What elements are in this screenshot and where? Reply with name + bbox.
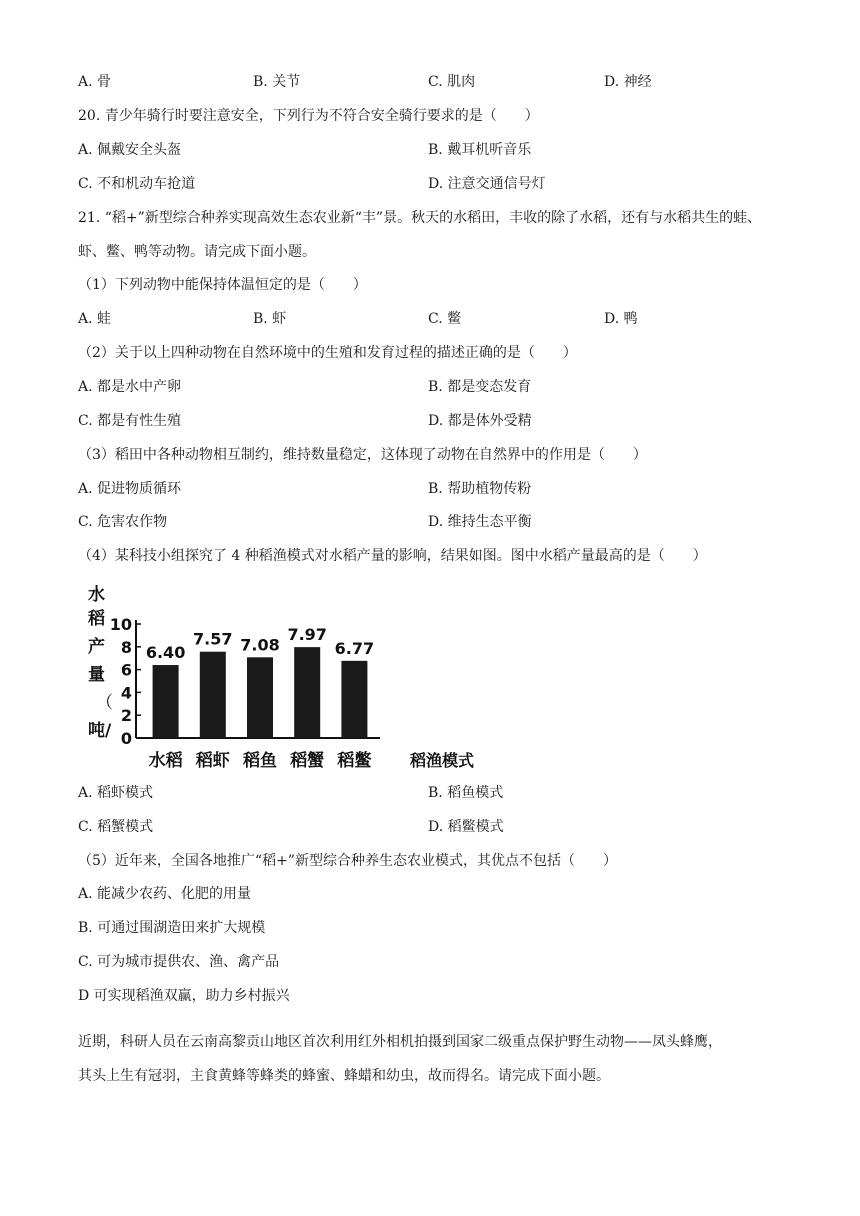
q21-4-stem: （4）某科技小组探究了 4 种稻渔模式对水稻产量的影响，结果如图。图中水稻产量最高的是（ ） [78, 548, 707, 564]
y-axis-label-char: 量 [88, 665, 105, 685]
q21-1-option-d: D. 鸭 [604, 311, 638, 327]
y-axis-label-char: 水 [88, 585, 105, 605]
bar-value-label: 6.77 [334, 638, 375, 658]
q20-option-d: D. 注意交通信号灯 [428, 176, 546, 192]
q19-option-a: A. 骨 [78, 74, 112, 90]
q21-3-stem: （3）稻田中各种动物相互制约，维持数量稳定，这体现了动物在自然界中的作用是（ ） [78, 447, 647, 463]
q21-5-stem: （5）近年来，全国各地推广“稻+”新型综合种养生态农业模式，其优点不包括（ ） [78, 853, 617, 869]
y-axis-label-char: 产 [88, 637, 105, 657]
q21-2-option-b: B. 都是变态发育 [428, 379, 532, 395]
q21-intro-line1: 21. “稻+”新型综合种养实现高效生态农业新“丰”景。秋天的水稻田，丰收的除了水稻，还有与水稻共生的蛙、 [78, 210, 762, 226]
q20-option-c: C. 不和机动车抢道 [78, 176, 196, 192]
q21-3-option-c: C. 危害农作物 [78, 514, 168, 530]
y-tick-label: 10 [110, 615, 132, 634]
bar-value-label: 6.40 [145, 643, 186, 663]
bar-value-label: 7.97 [287, 625, 327, 645]
q21-5-option-d: D 可实现稻渔双赢，助力乡村振兴 [78, 988, 290, 1004]
x-axis-label: 稻渔模式 [409, 751, 475, 770]
bar-chart [110, 600, 510, 780]
y-axis-label-char: 吨/ [88, 721, 112, 741]
x-tick-label: 水稻 [148, 751, 183, 771]
bar [341, 661, 367, 738]
x-tick-label: 稻鳖 [337, 751, 372, 771]
q21-intro-line2: 虾、鳖、鸭等动物。请完成下面小题。 [78, 244, 316, 260]
y-tick-label: 8 [120, 637, 132, 657]
q21-4-option-d: D. 稻鳖模式 [428, 819, 504, 835]
x-tick-label: 稻鱼 [243, 751, 277, 771]
q21-5-option-a: A. 能减少农药、化肥的用量 [78, 886, 252, 902]
q21-1-option-b: B. 虾 [253, 311, 287, 327]
q21-1-option-a: A. 蛙 [78, 311, 112, 327]
passage-line2: 其头上生有冠羽，主食黄蜂等蜂类的蜂蜜、蜂蜡和幼虫，故而得名。请完成下面小题。 [78, 1068, 610, 1084]
q21-2-stem: （2）关于以上四种动物在自然环境中的生殖和发育过程的描述正确的是（ ） [78, 345, 577, 361]
q20-option-a: A. 佩戴安全头盔 [78, 142, 182, 158]
bar [247, 657, 273, 738]
q21-3-option-b: B. 帮助植物传粉 [428, 481, 532, 497]
q21-3-option-d: D. 维持生态平衡 [428, 514, 532, 530]
q21-2-option-c: C. 都是有性生殖 [78, 413, 182, 429]
y-axis-label-char: 稻 [88, 609, 105, 629]
q21-3-option-a: A. 促进物质循环 [78, 481, 182, 497]
y-tick-label: 6 [120, 660, 132, 680]
q21-1-stem: （1）下列动物中能保持体温恒定的是（ ） [78, 277, 367, 293]
q19-option-c: C. 肌肉 [428, 74, 476, 90]
q21-5-option-c: C. 可为城市提供农、渔、禽产品 [78, 954, 280, 970]
q21-1-option-c: C. 鳖 [428, 311, 462, 327]
q21-5-option-b: B. 可通过围湖造田来扩大规模 [78, 920, 266, 936]
x-tick-label: 稻蟹 [290, 751, 325, 771]
q21-2-option-d: D. 都是体外受精 [428, 413, 532, 429]
bar-value-label: 7.57 [193, 629, 233, 649]
q21-4-option-c: C. 稻蟹模式 [78, 819, 154, 835]
y-tick-label: 4 [120, 683, 132, 703]
bar [200, 652, 226, 738]
y-tick-label: 2 [120, 706, 132, 726]
y-tick-label: 0 [120, 729, 132, 748]
q20-stem: 20. 青少年骑行时要注意安全，下列行为不符合安全骑行要求的是（ ） [78, 108, 539, 124]
q21-4-option-a: A. 稻虾模式 [78, 785, 154, 801]
q21-2-option-a: A. 都是水中产卵 [78, 379, 182, 395]
q21-4-option-b: B. 稻鱼模式 [428, 785, 504, 801]
q19-option-b: B. 关节 [253, 74, 301, 90]
passage-line1: 近期，科研人员在云南高黎贡山地区首次利用红外相机拍摄到国家二级重点保护野生动物——凤头蜂鹰， [78, 1034, 722, 1050]
q19-option-d: D. 神经 [604, 74, 652, 90]
y-axis-label-char: （ [96, 693, 113, 713]
q20-option-b: B. 戴耳机听音乐 [428, 142, 532, 158]
bar [153, 665, 179, 738]
bar [294, 647, 320, 738]
bar-value-label: 7.08 [240, 635, 280, 655]
x-tick-label: 稻虾 [195, 751, 230, 771]
